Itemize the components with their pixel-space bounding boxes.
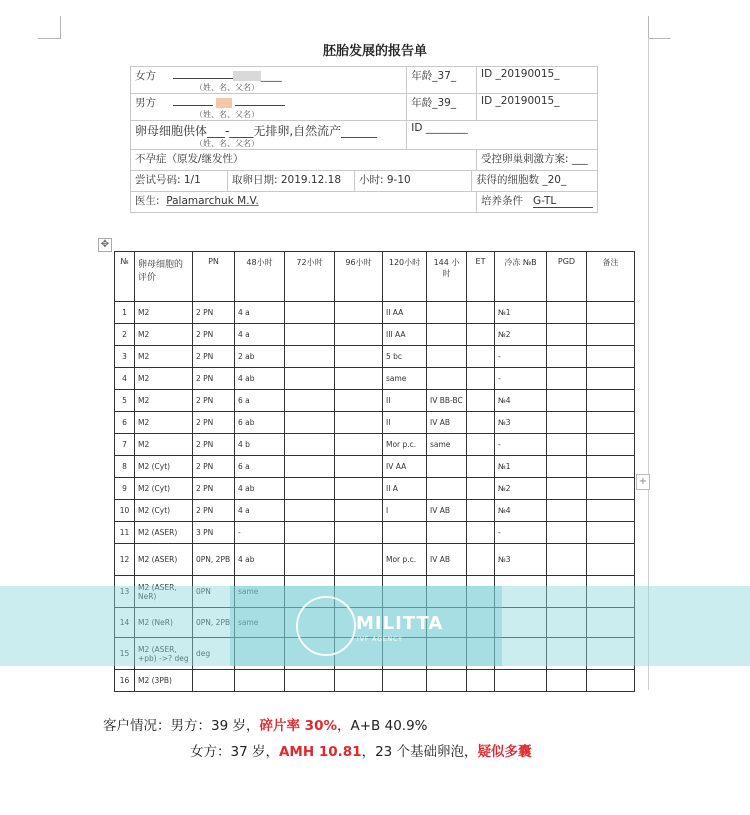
table-cell <box>427 346 467 368</box>
summary-text: 客户情况：男方：39 岁， <box>103 718 260 734</box>
header-cell: 72小时 <box>285 252 335 302</box>
table-row <box>115 544 635 576</box>
table-cell: Mor p.c. <box>383 544 427 576</box>
table-cell: 9 <box>115 478 135 500</box>
table-cell: 5 bc <box>383 346 427 368</box>
table-cell <box>335 544 383 576</box>
table-cell: №3 <box>495 412 547 434</box>
table-cell <box>587 302 635 324</box>
table-row <box>115 456 635 478</box>
table-cell <box>467 500 495 522</box>
table-cell: M2 (NeR) <box>135 608 193 638</box>
oocyte-count: 获得的细胞数 _20_ <box>476 174 567 186</box>
header-cell: ET <box>467 252 495 302</box>
doctor-label: 医生: <box>135 195 160 207</box>
table-cell: M2 <box>135 346 193 368</box>
table-cell: 2 PN <box>193 324 235 346</box>
table-cell: M2 (Cyt) <box>135 478 193 500</box>
table-cell: M2 (ASER) <box>135 522 193 544</box>
table-cell <box>335 500 383 522</box>
header-cell: PN <box>193 252 235 302</box>
table-cell <box>335 670 383 692</box>
attempt-subtable <box>131 171 597 191</box>
table-cell: 1 <box>115 302 135 324</box>
table-cell: 2 PN <box>193 434 235 456</box>
table-cell: 2 ab <box>235 346 285 368</box>
table-cell: 2 PN <box>193 456 235 478</box>
table-cell <box>547 456 587 478</box>
table-row <box>115 412 635 434</box>
table-cell <box>427 368 467 390</box>
summary-text: ，A+B 40.9% <box>337 718 428 734</box>
doctor-name: Palamarchuk M.V. <box>166 195 259 207</box>
table-cell <box>587 412 635 434</box>
table-cell <box>285 456 335 478</box>
table-cell: 10 <box>115 500 135 522</box>
table-cell: 2 PN <box>193 368 235 390</box>
table-cell: №2 <box>495 478 547 500</box>
table-cell <box>467 434 495 456</box>
table-cell <box>285 500 335 522</box>
table-row <box>115 324 635 346</box>
table-cell: M2 <box>135 434 193 456</box>
table-cell <box>285 368 335 390</box>
table-cell: 13 <box>115 576 135 608</box>
table-cell: 0PN, 2PB <box>193 608 235 638</box>
table-cell: №4 <box>495 500 547 522</box>
culture-label: 培养条件 <box>480 195 523 207</box>
table-cell: M2 (ASER, NeR) <box>135 576 193 608</box>
female-suffix: ____ <box>260 70 282 82</box>
table-cell <box>467 346 495 368</box>
table-cell: M2 <box>135 368 193 390</box>
table-cell <box>587 478 635 500</box>
table-cell: 15 <box>115 638 135 670</box>
retrieval-date: 取卵日期: 2019.12.18 <box>228 171 355 191</box>
table-cell: IV AB <box>427 412 467 434</box>
table-cell <box>427 670 467 692</box>
table-cell <box>587 368 635 390</box>
table-cell: №4 <box>495 390 547 412</box>
retrieval-hour: 小时: 9-10 <box>355 171 472 191</box>
table-cell <box>547 522 587 544</box>
table-cell <box>335 302 383 324</box>
table-cell: deg <box>193 638 235 670</box>
table-row <box>115 522 635 544</box>
summary-text: 女方：37 岁， <box>190 744 279 760</box>
table-cell: 16 <box>115 670 135 692</box>
name-hint: （姓、名、父名） <box>195 83 259 92</box>
redacted-block <box>233 71 261 81</box>
donor-text: 卵母细胞供体___-____无排卵,自然流产______ <box>135 124 378 138</box>
summary-highlight: 疑似多囊 <box>477 744 532 760</box>
table-cell <box>285 434 335 456</box>
female-cell <box>131 67 407 94</box>
table-cell: 14 <box>115 608 135 638</box>
table-cell: 8 <box>115 456 135 478</box>
table-cell: 4 a <box>235 302 285 324</box>
table-cell <box>383 522 427 544</box>
table-cell: 0PN, 2PB <box>193 544 235 576</box>
table-cell <box>467 324 495 346</box>
header-cell: № <box>115 252 135 302</box>
crop-mark-top-right <box>648 16 671 39</box>
table-cell: 12 <box>115 544 135 576</box>
table-cell <box>335 478 383 500</box>
infertility-cell: 不孕症（原发/继发性） <box>131 150 477 171</box>
male-cell <box>131 94 407 121</box>
table-cell: 4 ab <box>235 544 285 576</box>
table-cell: same <box>235 576 285 608</box>
table-cell <box>547 500 587 522</box>
table-cell: 2 PN <box>193 478 235 500</box>
table-cell: 4 ab <box>235 478 285 500</box>
table-cell <box>587 434 635 456</box>
table-cell: 3 PN <box>193 522 235 544</box>
table-cell: M2 <box>135 302 193 324</box>
donor-id: ID ________ <box>407 121 598 150</box>
table-cell: 2 PN <box>193 346 235 368</box>
summary-line-2 <box>103 739 532 765</box>
table-cell <box>383 670 427 692</box>
attempt-row <box>131 171 598 192</box>
table-cell: 2 <box>115 324 135 346</box>
table-cell: M2 (3PB) <box>135 670 193 692</box>
name-hint: （姓、名、父名） <box>195 110 259 119</box>
table-cell <box>285 544 335 576</box>
table-cell: №2 <box>495 324 547 346</box>
female-name-blank <box>173 78 233 79</box>
table-cell <box>235 670 285 692</box>
table-cell: 11 <box>115 522 135 544</box>
table-cell: same <box>235 608 285 638</box>
table-cell: M2 <box>135 390 193 412</box>
table-cell <box>335 456 383 478</box>
table-cell <box>547 368 587 390</box>
table-cell: №1 <box>495 456 547 478</box>
table-cell: M2 (ASER) <box>135 544 193 576</box>
table-cell <box>587 346 635 368</box>
summary-highlight: AMH 10.81 <box>278 744 362 760</box>
table-cell: II AA <box>383 302 427 324</box>
table-row <box>115 368 635 390</box>
table-cell <box>335 324 383 346</box>
male-patronymic-blank <box>235 105 285 106</box>
table-cell <box>587 324 635 346</box>
table-cell: IV AA <box>383 456 427 478</box>
table-cell <box>285 478 335 500</box>
table-cell: 2 PN <box>193 390 235 412</box>
table-cell <box>547 346 587 368</box>
table-cell: - <box>495 368 547 390</box>
table-cell: M2 (Cyt) <box>135 500 193 522</box>
culture-cell <box>476 192 597 213</box>
table-cell: II <box>383 412 427 434</box>
table-cell <box>547 434 587 456</box>
redacted-block <box>216 98 232 108</box>
summary-line-1 <box>103 713 532 739</box>
table-cell <box>467 670 495 692</box>
table-cell <box>335 346 383 368</box>
table-cell <box>427 478 467 500</box>
table-cell <box>587 456 635 478</box>
table-cell: 2 PN <box>193 500 235 522</box>
table-cell <box>547 412 587 434</box>
table-cell: №1 <box>495 302 547 324</box>
table-cell <box>285 324 335 346</box>
table-cell <box>335 434 383 456</box>
doctor-cell <box>131 192 477 213</box>
table-cell <box>547 478 587 500</box>
table-cell <box>467 412 495 434</box>
table-cell <box>547 324 587 346</box>
table-row <box>115 302 635 324</box>
patient-info-table <box>130 66 598 213</box>
table-cell <box>587 522 635 544</box>
table-row <box>115 390 635 412</box>
table-cell <box>285 302 335 324</box>
table-row <box>115 346 635 368</box>
table-cell: same <box>383 368 427 390</box>
table-row <box>115 434 635 456</box>
table-cell <box>427 302 467 324</box>
header-cell: 144 小时 <box>427 252 467 302</box>
table-cell: M2 <box>135 412 193 434</box>
table-cell: - <box>495 346 547 368</box>
table-cell: same <box>427 434 467 456</box>
table-cell: I <box>383 500 427 522</box>
table-cell: 4 a <box>235 500 285 522</box>
table-cell: IV AB <box>427 544 467 576</box>
table-cell <box>285 522 335 544</box>
name-hint: （姓、名、父名） <box>195 139 259 148</box>
female-id: ID _20190015_ <box>476 67 597 94</box>
table-cell <box>427 324 467 346</box>
table-cell: 6 a <box>235 456 285 478</box>
table-cell <box>547 670 587 692</box>
table-cell <box>547 390 587 412</box>
table-cell <box>495 670 547 692</box>
header-cell: 120小时 <box>383 252 427 302</box>
male-id: ID _20190015_ <box>476 94 597 121</box>
table-cell: IV AB <box>427 500 467 522</box>
table-row <box>115 478 635 500</box>
case-summary <box>103 713 532 765</box>
table-cell: 5 <box>115 390 135 412</box>
table-cell: 2 PN <box>193 412 235 434</box>
table-cell: 4 ab <box>235 368 285 390</box>
table-cell: M2 <box>135 324 193 346</box>
table-cell: 6 ab <box>235 412 285 434</box>
watermark-brand: MILITTA <box>356 613 444 634</box>
table-cell <box>285 346 335 368</box>
table-row <box>115 500 635 522</box>
table-cell: 6 <box>115 412 135 434</box>
table-move-icon[interactable]: ✥ <box>98 238 112 252</box>
header-cell: 48小时 <box>235 252 285 302</box>
table-cell <box>467 368 495 390</box>
table-cell <box>335 368 383 390</box>
table-cell: 4 <box>115 368 135 390</box>
header-cell: 卵母细胞的评价 <box>135 252 193 302</box>
male-age: 年龄_39_ <box>407 94 477 121</box>
table-cell <box>285 390 335 412</box>
male-name-blank <box>173 105 213 106</box>
culture-value: G-TL <box>533 195 593 208</box>
table-cell: 4 b <box>235 434 285 456</box>
table-cell: 0PN <box>193 576 235 608</box>
summary-text: ，23 个基础卵泡， <box>361 744 478 760</box>
table-cell: II <box>383 390 427 412</box>
table-cell <box>335 522 383 544</box>
table-cell <box>467 478 495 500</box>
table-cell <box>467 390 495 412</box>
table-cell <box>193 670 235 692</box>
table-cell <box>335 412 383 434</box>
table-cell <box>335 390 383 412</box>
table-cell: - <box>495 522 547 544</box>
table-cell <box>587 500 635 522</box>
table-cell: III AA <box>383 324 427 346</box>
table-cell <box>427 522 467 544</box>
summary-highlight: 碎片率 30% <box>259 718 337 734</box>
female-label: 女方 <box>135 70 156 82</box>
table-cell: 7 <box>115 434 135 456</box>
header-cell: 冷冻 №B <box>495 252 547 302</box>
table-cell: M2 (ASER, +pb) ->? deg <box>135 638 193 670</box>
table-cell <box>467 456 495 478</box>
table-cell <box>285 412 335 434</box>
add-column-icon[interactable]: + <box>636 474 650 490</box>
table-cell <box>467 302 495 324</box>
header-cell: 备注 <box>587 252 635 302</box>
table-cell <box>587 670 635 692</box>
table-cell <box>467 544 495 576</box>
table-cell: 2 PN <box>193 302 235 324</box>
table-cell: 6 a <box>235 390 285 412</box>
table-cell: IV BB-BC <box>427 390 467 412</box>
table-cell: M2 (Cyt) <box>135 456 193 478</box>
header-cell: 96小时 <box>335 252 383 302</box>
table-cell: - <box>235 522 285 544</box>
table-cell <box>427 456 467 478</box>
table-cell: II A <box>383 478 427 500</box>
table-cell <box>587 544 635 576</box>
table-cell: - <box>495 434 547 456</box>
table-cell <box>285 670 335 692</box>
table-cell: 3 <box>115 346 135 368</box>
table-cell: №3 <box>495 544 547 576</box>
table-header-row <box>115 252 635 302</box>
attempt-number: 尝试号码: 1/1 <box>131 171 228 191</box>
table-cell <box>547 302 587 324</box>
militta-logo-icon <box>296 596 356 656</box>
table-row <box>115 670 635 692</box>
header-cell: PGD <box>547 252 587 302</box>
crop-mark-top-left <box>38 16 61 39</box>
female-age: 年龄_37_ <box>407 67 477 94</box>
table-cell: 4 a <box>235 324 285 346</box>
table-cell: Mor p.c. <box>383 434 427 456</box>
donor-cell <box>131 121 407 150</box>
watermark-sub: IVF AGENCY <box>357 636 403 643</box>
male-label: 男方 <box>135 97 156 109</box>
report-title: 胚胎发展的报告单 <box>322 44 427 59</box>
table-cell <box>547 544 587 576</box>
stimulation-cell: 受控卵巢刺激方案: ___ <box>476 150 597 171</box>
table-cell <box>467 522 495 544</box>
table-cell <box>587 390 635 412</box>
